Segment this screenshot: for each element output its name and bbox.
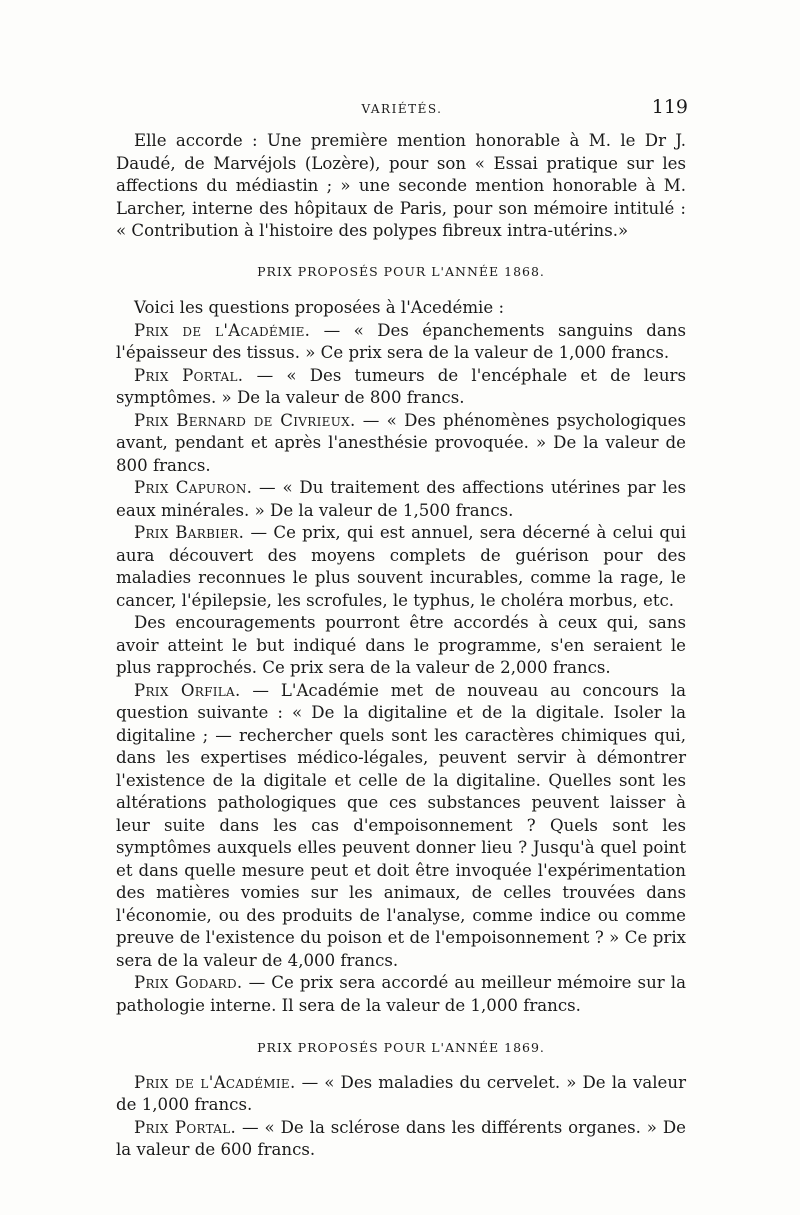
prize-paragraph (116, 1072, 686, 1117)
prize-paragraph (116, 410, 686, 478)
prize-paragraph (116, 522, 686, 612)
prize-text: — « Des tumeurs de l'encéphale et de leurs symptômes. » De la valeur de 800 francs. (116, 365, 687, 407)
prize-text: — « Des maladies du cervelet. » De la valeur de 1,000 francs. (116, 1072, 686, 1114)
prize-text: — « Des épanchements sanguins dans l'épaisseur des tissus. » Ce prix sera de la valeur de 1,000 francs. (116, 320, 687, 362)
page-number: 119 (651, 96, 688, 118)
prize-paragraph (116, 477, 686, 522)
prize-paragraph (116, 972, 686, 1017)
prize-text: — « Du traitement des affections utérines par les eaux minérales. » De la valeur de 1,500 francs. (116, 478, 686, 520)
intro-paragraph: Elle accorde : Une première mention honorable à M. le Dr J. Daudé, de Marvéjols (Lozère), pour son « Essai pratique sur les affections du médiastin ; » une seconde mention honorable à M. Larcher, interne des hôpitaux de Paris, pour son mémoire intitulé : « Contribution à l'histoire des polypes fibreux intra-utérins.» (116, 131, 686, 240)
section-title-1868: PRIX PROPOSÉS POUR L'ANNÉE 1868. (257, 263, 545, 279)
prize-name: Prix Godard. (134, 973, 243, 992)
prize-name: Prix de l'Académie. (134, 1072, 296, 1092)
section-title-1869: PRIX PROPOSÉS POUR L'ANNÉE 1869. (257, 1040, 545, 1055)
encouragements-paragraph: Des encouragements pourront être accordés à ceux qui, sans avoir atteint le but indiqué dans le programme, s'en seraient le plus rapprochés. Ce prix sera de la valeur de 2,000 francs. (116, 613, 686, 677)
prize-paragraph (116, 1117, 686, 1162)
prize-paragraph (116, 365, 686, 410)
prize-name: Prix Capuron. (134, 478, 253, 497)
running-title: VARIÉTÉS. (361, 102, 443, 116)
prize-name: Prix de l'Académie. (134, 320, 311, 340)
prize-paragraph (116, 680, 686, 973)
prize-text: — Ce prix, qui est annuel, sera décerné à celui qui aura découvert des moyens complets de guérison pour des maladies reconnues le plus souvent incurables, comme la rage, le cancer, l'épilepsie, les scrofules, le typhus, le choléra morbus, etc. (116, 523, 687, 610)
prize-name: Prix Portal. (134, 365, 244, 385)
prize-text: — « Des phénomènes psychologiques avant, pendant et après l'anesthésie provoquée. » De la valeur de 800 francs. (116, 410, 686, 475)
body-text (116, 130, 686, 1162)
prize-name: Prix Bernard de Civrieux. (134, 410, 356, 430)
prize-text: — Ce prix sera accordé au meilleur mémoire sur la pathologie interne. Il sera de la valeur de 1,000 francs. (116, 973, 686, 1015)
prize-name: Prix Barbier. (134, 523, 245, 542)
prize-text: — L'Académie met de nouveau au concours la question suivante : « De la digitaline et de la digitale. Isoler la digitaline ; — rechercher quels sont les caractères chimiques qui, dans les expertises médico-légales, peuvent servir à démontrer l'existence de la digitale et celle de la digitaline. Quelles sont les altérations pathologiques que ces substances peuvent laisser à leur suite dans les cas d'empoisonnement ? Quels sont les symptômes auxquels elles peuvent donner lieu ? Jusqu'à quel point et dans quelle mesure peut et doit être invoquée l'expérimentation des matières vomies sur les animaux, de celles trouvées dans l'économie, ou des produits de l'analyse, comme indice ou comme preuve de l'existence du poison et de l'empoisonnement ? » Ce prix sera de la valeur de 4,000 francs. (116, 680, 686, 970)
prize-name: Prix Portal. (134, 1117, 237, 1137)
prize-text: — « De la sclérose dans les différents organes. » De la valeur de 600 francs. (116, 1117, 686, 1159)
prize-name: Prix Orfila. (134, 680, 241, 700)
prize-paragraph (116, 320, 686, 365)
section-1868-lead: Voici les questions proposées à l'Acedémie : (134, 298, 505, 317)
running-head (116, 98, 688, 122)
